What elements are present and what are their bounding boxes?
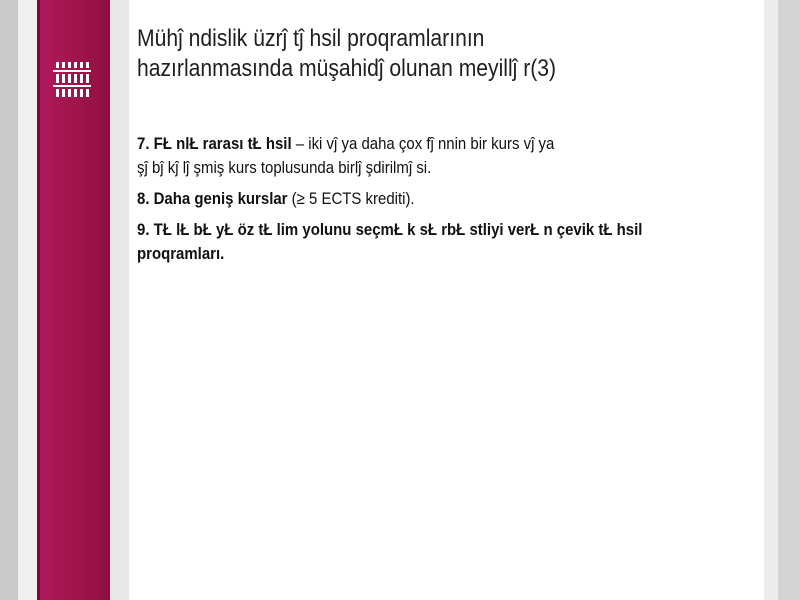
right-gray-strip [764, 0, 800, 600]
left-gray-strip [0, 0, 18, 600]
item-8-heading: 8. Daha geniş kurslar [137, 189, 288, 208]
item-7-heading: 7. FŁ nlŁ rarası tŁ hsil [137, 134, 292, 153]
maroon-band-edge [37, 0, 40, 600]
item-7-text-line-2: şĵ bĵ kĵ lĵ şmiş kurs toplusunda birlĵ şdirilmĵ si. [137, 158, 432, 177]
left-light-strip [18, 0, 37, 600]
item-9-line-2: proqramları. [137, 244, 225, 263]
slide-title [137, 24, 674, 84]
list-item-7 [137, 132, 744, 180]
university-logo-icon [53, 60, 91, 98]
list-item-9 [137, 218, 744, 266]
list-item-8 [137, 187, 744, 211]
item-8-text: (≥ 5 ECTS krediti). [287, 189, 415, 208]
content-area [129, 0, 764, 600]
item-7-text-line-1: – iki vĵ ya daha çox fĵ nnin bir kurs vĵ ya [291, 134, 555, 153]
item-9-line-1: 9. TŁ lŁ bŁ yŁ öz tŁ lim yolunu seçmŁ k sŁ rbŁ stliyi verŁ n çevik tŁ hsil [137, 220, 643, 239]
inner-light-strip [110, 0, 129, 600]
right-light-strip [764, 0, 778, 600]
slide-body [137, 132, 744, 273]
title-line-1: Mühĵ ndislik üzrĵ tĵ hsil proqramlarının [137, 25, 485, 52]
title-line-2: hazırlanmasında müşahidĵ olunan meyillĵ r(3) [137, 55, 557, 82]
